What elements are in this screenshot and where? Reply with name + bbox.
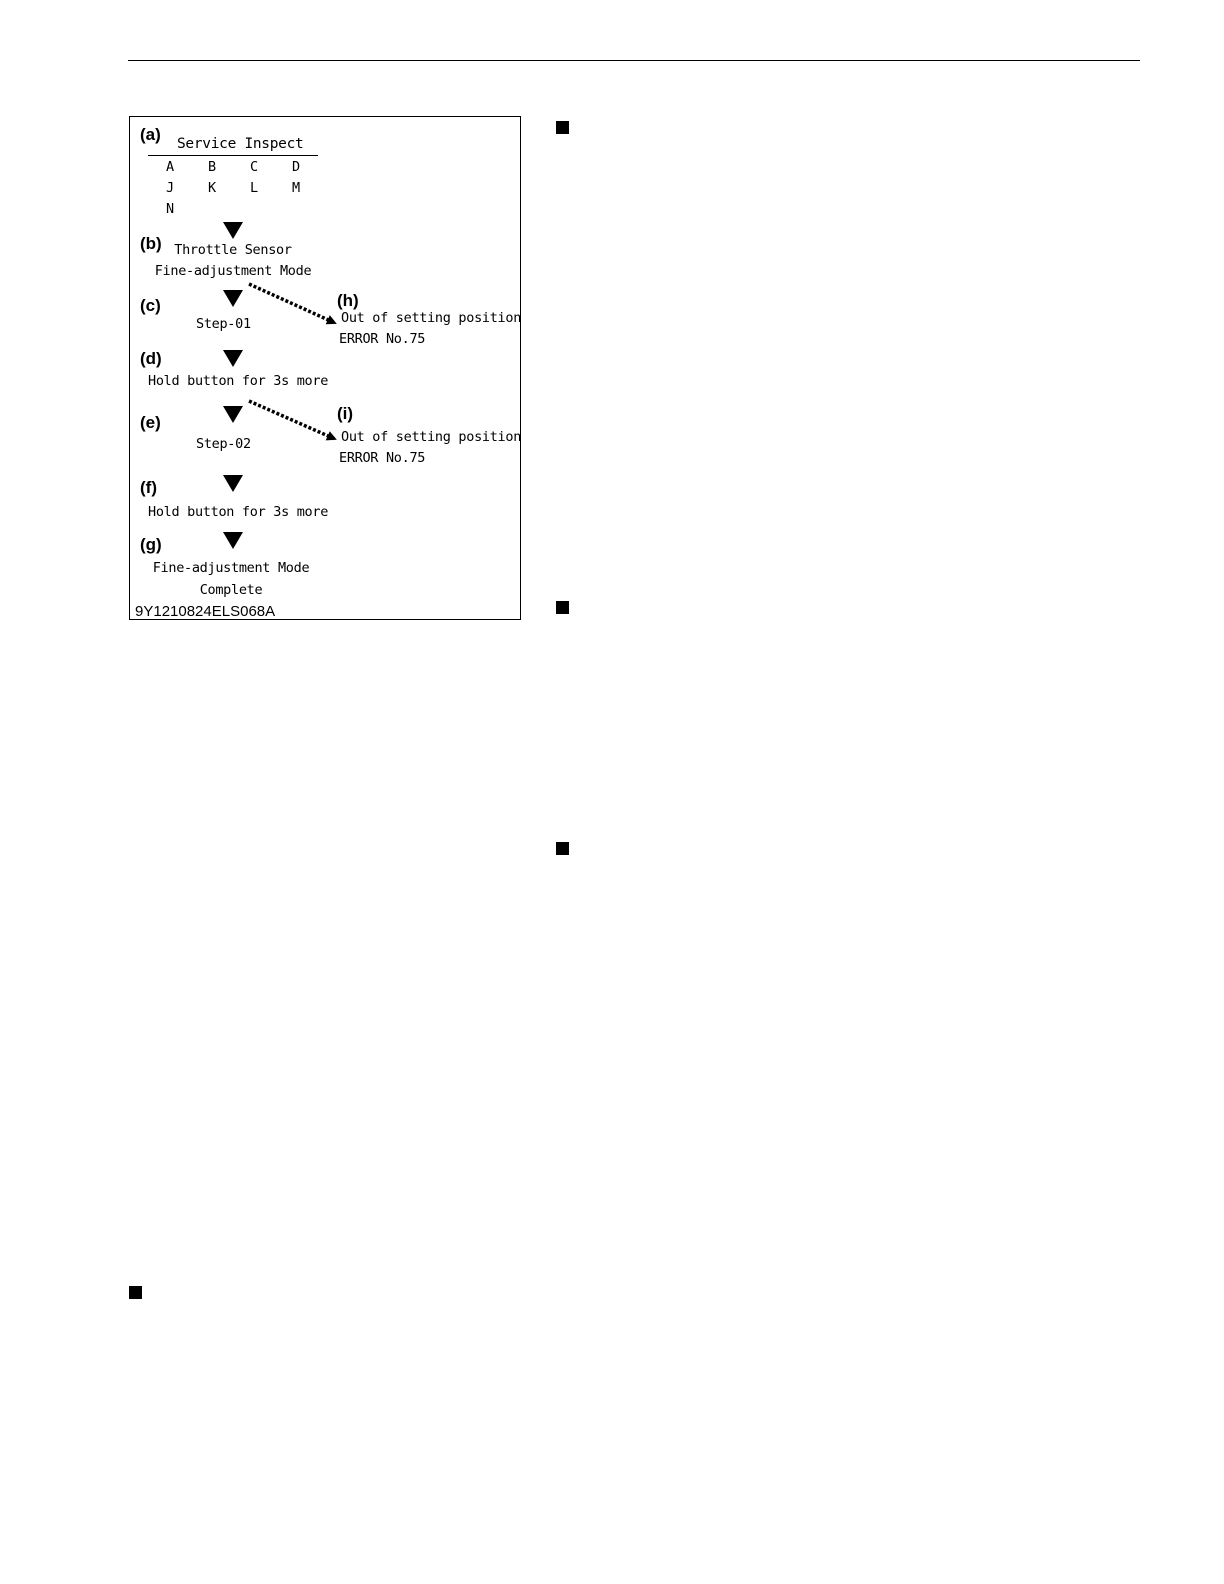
menu-letter: K [208, 180, 216, 196]
error-i-line2: ERROR No.75 [339, 450, 426, 466]
error-branch-arrows [130, 117, 520, 619]
service-inspect-title: Service Inspect [177, 136, 304, 152]
label-b: (b) [140, 234, 162, 253]
figure-code: 9Y1210824ELS068A [135, 603, 276, 620]
menu-letter: D [292, 159, 300, 175]
step-01-text: Step-01 [196, 316, 251, 332]
section-bullet-2 [556, 601, 569, 614]
error-h-line2: ERROR No.75 [339, 331, 426, 347]
fine-adjustment-mode-text: Fine-adjustment Mode [154, 263, 312, 279]
menu-letter: M [292, 180, 300, 196]
menu-letter: J [166, 180, 174, 196]
menu-letter: A [166, 159, 174, 175]
label-h: (h) [337, 291, 359, 310]
section-bullet-3 [556, 842, 569, 855]
section-bullet-4 [129, 1286, 142, 1299]
error-h-dotted-arrow [249, 284, 335, 323]
complete-line2: Complete [199, 582, 263, 598]
header-rule [128, 60, 1140, 61]
procedure-flow-diagram [129, 116, 521, 620]
label-a: (a) [140, 125, 161, 144]
label-f: (f) [140, 478, 157, 497]
hold-button-text-1: Hold button for 3s more [148, 373, 329, 389]
hold-button-text-2: Hold button for 3s more [148, 504, 329, 520]
throttle-sensor-text: Throttle Sensor [174, 242, 292, 258]
menu-letter: B [208, 159, 216, 175]
label-i: (i) [337, 404, 354, 423]
label-e: (e) [140, 413, 161, 432]
error-h-line1: Out of setting position [341, 310, 522, 326]
label-g: (g) [140, 535, 162, 554]
label-c: (c) [140, 296, 161, 315]
error-i-dotted-arrow [249, 401, 335, 439]
section-bullet-1 [556, 121, 569, 134]
error-i-line1: Out of setting position [341, 429, 522, 445]
step-02-text: Step-02 [196, 436, 251, 452]
menu-letter: C [250, 159, 258, 175]
complete-line1: Fine-adjustment Mode [152, 560, 310, 576]
menu-letter: L [250, 180, 258, 196]
label-d: (d) [140, 349, 162, 368]
menu-letter: N [166, 201, 174, 217]
